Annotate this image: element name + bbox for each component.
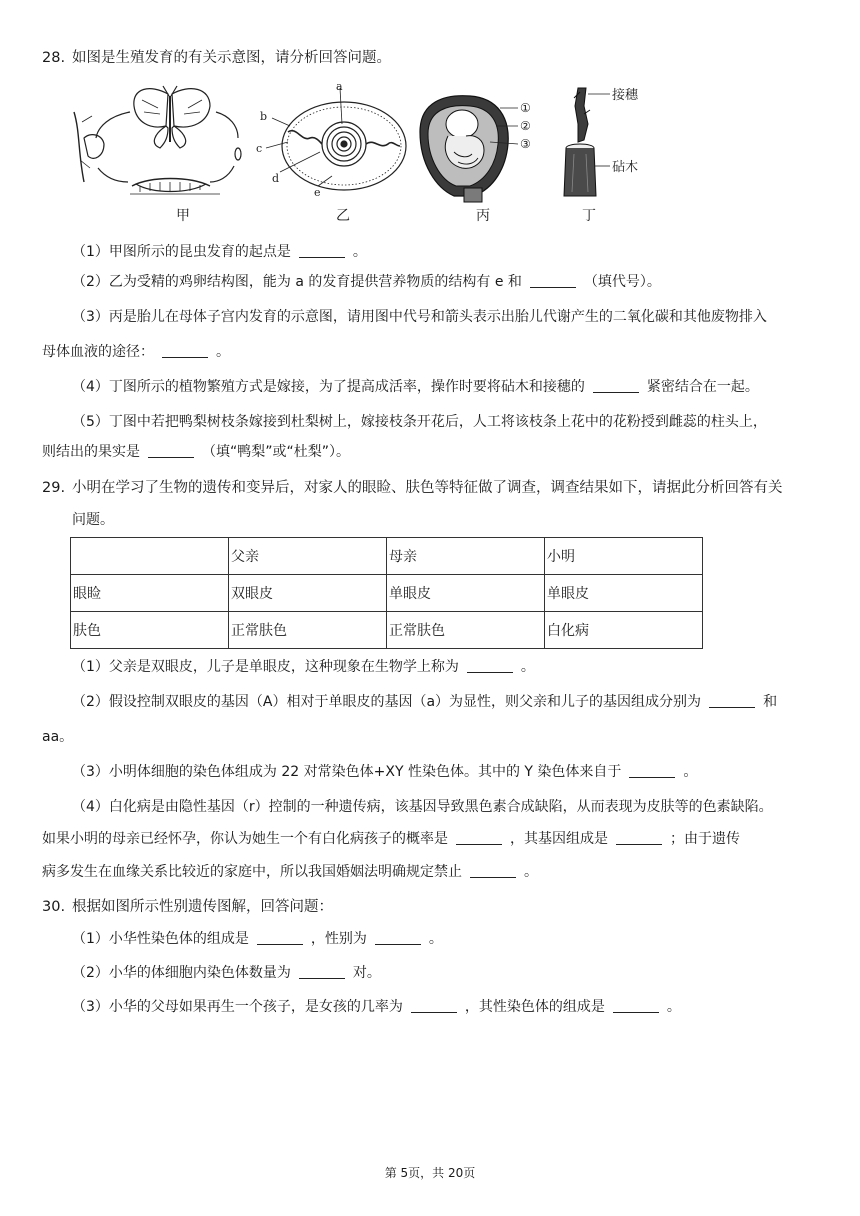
q29-sub2-line1: （2）假设控制双眼皮的基因（A）相对于单眼皮的基因（a）为显性，则父亲和儿子的基因组成分别为 和 (72, 694, 778, 710)
fetus-marker-3: ③ (520, 137, 531, 151)
q28-sub3-line2: 母体血液的途径： 。 (42, 344, 230, 360)
scion-shape (575, 88, 588, 142)
egg-letter-e: e (314, 186, 321, 199)
answer-blank[interactable] (709, 693, 755, 708)
figure-bing-fetus (414, 92, 544, 204)
egg-letter-a: a (336, 82, 343, 93)
answer-blank[interactable] (162, 343, 208, 358)
table-header-cell: 父亲 (229, 538, 387, 575)
q28-stem: 28. 如图是生殖发育的有关示意图，请分析回答问题。 (42, 50, 391, 66)
table-cell: 双眼皮 (229, 575, 387, 612)
q29-number: 29. (42, 480, 66, 496)
q28-sub5-line2: 则结出的果实是 （填“鸭梨”或“杜梨”）。 (42, 444, 351, 460)
q29-sub2-line2: aa。 (42, 729, 74, 745)
table-cell: 白化病 (545, 612, 703, 649)
answer-blank[interactable] (530, 273, 576, 288)
figure-ding-grafting (548, 84, 678, 204)
table-row (71, 575, 703, 612)
q30-sub3: （3）小华的父母如果再生一个孩子，是女孩的几率为 ，其性染色体的组成是 。 (72, 999, 681, 1015)
butterfly-right-wing (172, 89, 210, 127)
table-cell: 肤色 (71, 612, 229, 649)
q28-sub5-line1: （5）丁图中若把鸭梨树枝条嫁接到杜梨树上，嫁接枝条开花后，人工将该枝条上花中的花粉授到雌蕊的柱头上， (72, 414, 767, 430)
q30-sub1: （1）小华性染色体的组成是 ，性别为 。 (72, 931, 443, 947)
q28-sub3-line1: （3）丙是胎儿在母体子宫内发育的示意图，请用图中代号和箭头表示出胎儿代谢产生的二氧化碳和其他废物排入 (72, 309, 767, 325)
answer-blank[interactable] (613, 998, 659, 1013)
q28-number: 28. (42, 50, 66, 66)
table-cell: 正常肤色 (387, 612, 545, 649)
q29-sub3: （3）小明体细胞的染色体组成为 22 对常染色体+XY 性染色体。其中的 Y 染色体来自于 。 (72, 764, 698, 780)
table-cell: 正常肤色 (229, 612, 387, 649)
table-header-cell (71, 538, 229, 575)
q29-sub4-line2: 如果小明的母亲已经怀孕，你认为她生一个有白化病孩子的概率是 ，其基因组成是 ；由于遗传 (42, 831, 740, 847)
q28-sub2: （2）乙为受精的鸡卵结构图，能为 a 的发育提供营养物质的结构有 e 和 （填代号）。 (72, 274, 661, 290)
answer-blank[interactable] (411, 998, 457, 1013)
figure-jia-butterfly-lifecycle (70, 82, 250, 204)
table-cell: 单眼皮 (545, 575, 703, 612)
q29-sub4-line1: （4）白化病是由隐性基因（r）控制的一种遗传病，该基因导致黑色素合成缺陷，从而表现为皮肤等的色素缺陷。 (72, 799, 773, 815)
answer-blank[interactable] (148, 443, 194, 458)
q29-stem-line2: 问题。 (72, 512, 114, 528)
table-cell: 眼睑 (71, 575, 229, 612)
answer-blank[interactable] (456, 830, 502, 845)
q28-sub4: （4）丁图所示的植物繁殖方式是嫁接，为了提高成活率，操作时要将砧木和接穗的 紧密结合在一起。 (72, 379, 759, 395)
egg-letter-c: c (256, 142, 263, 155)
answer-blank[interactable] (299, 964, 345, 979)
fetus-marker-2: ② (520, 119, 531, 133)
answer-blank[interactable] (375, 930, 421, 945)
table-header-row (71, 538, 703, 575)
q30-number: 30. (42, 899, 66, 915)
q30-sub2: （2）小华的体细胞内染色体数量为 对。 (72, 965, 381, 981)
answer-blank[interactable] (470, 863, 516, 878)
figure-yi-chicken-egg (252, 82, 412, 204)
q28-sub1: （1）甲图所示的昆虫发育的起点是 。 (72, 244, 367, 260)
figure-label-yi: 乙 (336, 208, 350, 224)
answer-blank[interactable] (593, 378, 639, 393)
answer-blank[interactable] (299, 243, 345, 258)
figure-label-ding: 丁 (582, 208, 596, 224)
label-stock: 砧木 (612, 160, 639, 175)
table-header-cell: 小明 (545, 538, 703, 575)
answer-blank[interactable] (629, 763, 675, 778)
survey-table (70, 537, 703, 649)
answer-blank[interactable] (257, 930, 303, 945)
answer-blank[interactable] (467, 658, 513, 673)
q29-sub1: （1）父亲是双眼皮，儿子是单眼皮，这种现象在生物学上称为 。 (72, 659, 535, 675)
q29-stem: 29. 小明在学习了生物的遗传和变异后，对家人的眼睑、肤色等特征做了调查，调查结果如下，请据此分析回答有关 (42, 480, 783, 496)
figure-label-jia: 甲 (176, 208, 190, 224)
stock-shape (564, 148, 596, 196)
q30-stem: 30. 根据如图所示性别遗传图解，回答问题： (42, 899, 333, 915)
egg-letter-b: b (260, 110, 268, 123)
fetus-marker-1: ① (520, 101, 531, 115)
answer-blank[interactable] (616, 830, 662, 845)
figure-label-bing: 丙 (476, 208, 490, 224)
butterfly-left-wing (134, 89, 168, 127)
q29-sub4-line3: 病多发生在血缘关系比较近的家庭中，所以我国婚姻法明确规定禁止 。 (42, 864, 538, 880)
page-footer: 第 5页，共 20页 (384, 1166, 476, 1180)
table-cell: 单眼皮 (387, 575, 545, 612)
table-row (71, 612, 703, 649)
table-header-cell: 母亲 (387, 538, 545, 575)
egg-letter-d: d (272, 172, 280, 185)
label-scion: 接穗 (612, 88, 639, 103)
